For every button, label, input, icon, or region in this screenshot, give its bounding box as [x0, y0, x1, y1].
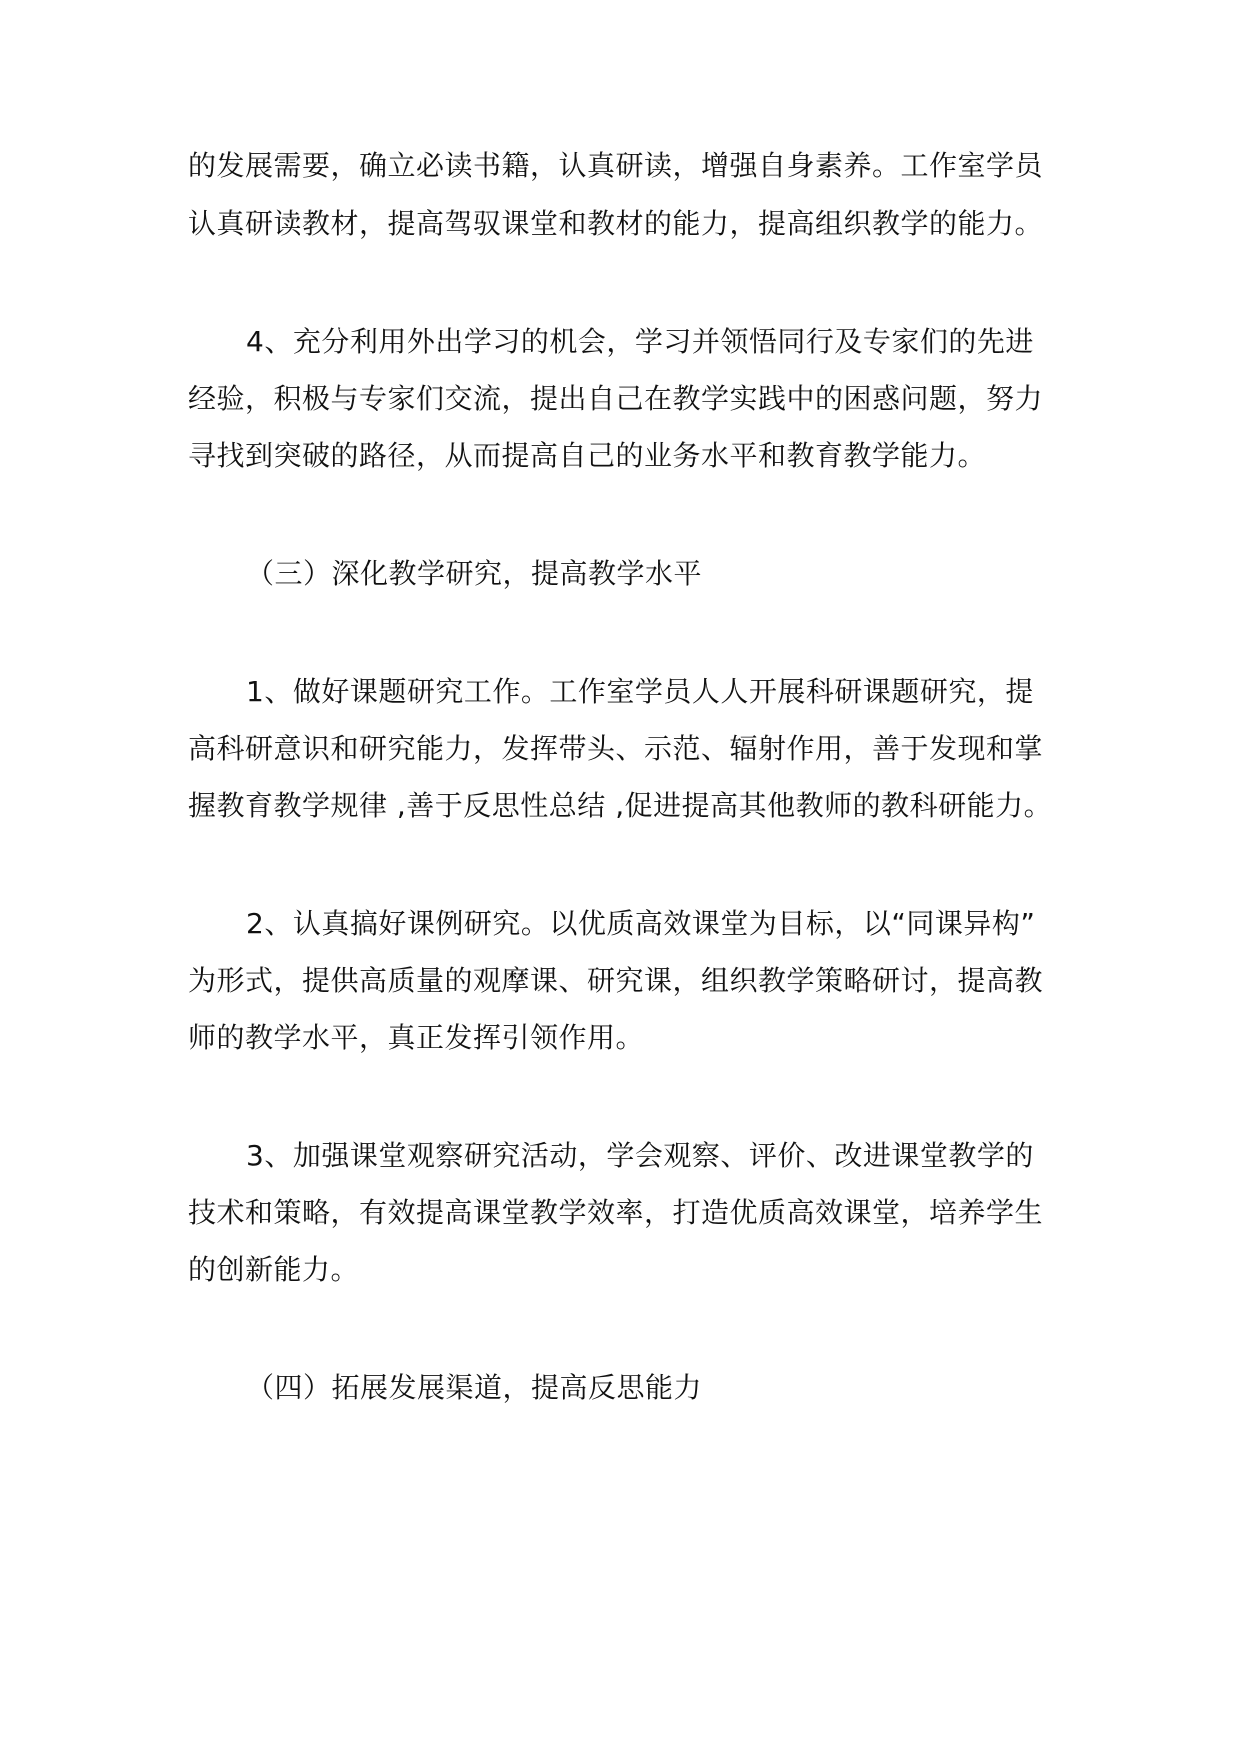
paragraph-line: 技术和策略，有效提高课堂教学效率，打造优质高效课堂，培养学生: [188, 1196, 1044, 1229]
paragraph-line: 寻找到突破的路径，从而提高自己的业务水平和教育教学能力。: [188, 439, 987, 472]
paragraph-line-first: 3、加强课堂观察研究活动，学会观察、评价、改进课堂教学的: [246, 1139, 1034, 1172]
section-heading: （三）深化教学研究，提高教学水平: [246, 557, 703, 590]
paragraph-line: 的创新能力。: [188, 1253, 360, 1286]
paragraph-line: 为形式，提供高质量的观摩课、研究课，组织教学策略研讨，提高教: [188, 964, 1044, 997]
paragraph-line: 师的教学水平，真正发挥引领作用。: [188, 1021, 645, 1054]
paragraph-line: 经验，积极与专家们交流，提出自己在教学实践中的困惑问题，努力: [188, 382, 1044, 415]
paragraph-line: 握教育教学规律 ,善于反思性总结 ,促进提高其他教师的教科研能力。: [188, 789, 1053, 822]
paragraph-line: 认真研读教材，提高驾驭课堂和教材的能力，提高组织教学的能力。: [188, 207, 1044, 240]
paragraph-line-first: 2、认真搞好课例研究。以优质高效课堂为目标，以“同课异构”: [246, 907, 1036, 940]
section-heading: （四）拓展发展渠道，提高反思能力: [246, 1371, 703, 1404]
paragraph-line-first: 1、做好课题研究工作。工作室学员人人开展科研课题研究，提: [246, 675, 1034, 708]
paragraph-line: 的发展需要，确立必读书籍，认真研读，增强自身素养。工作室学员: [188, 149, 1044, 182]
paragraph-line-first: 4、充分利用外出学习的机会，学习并领悟同行及专家们的先进: [246, 325, 1034, 358]
paragraph-line: 高科研意识和研究能力，发挥带头、示范、辐射作用，善于发现和掌: [188, 732, 1044, 765]
